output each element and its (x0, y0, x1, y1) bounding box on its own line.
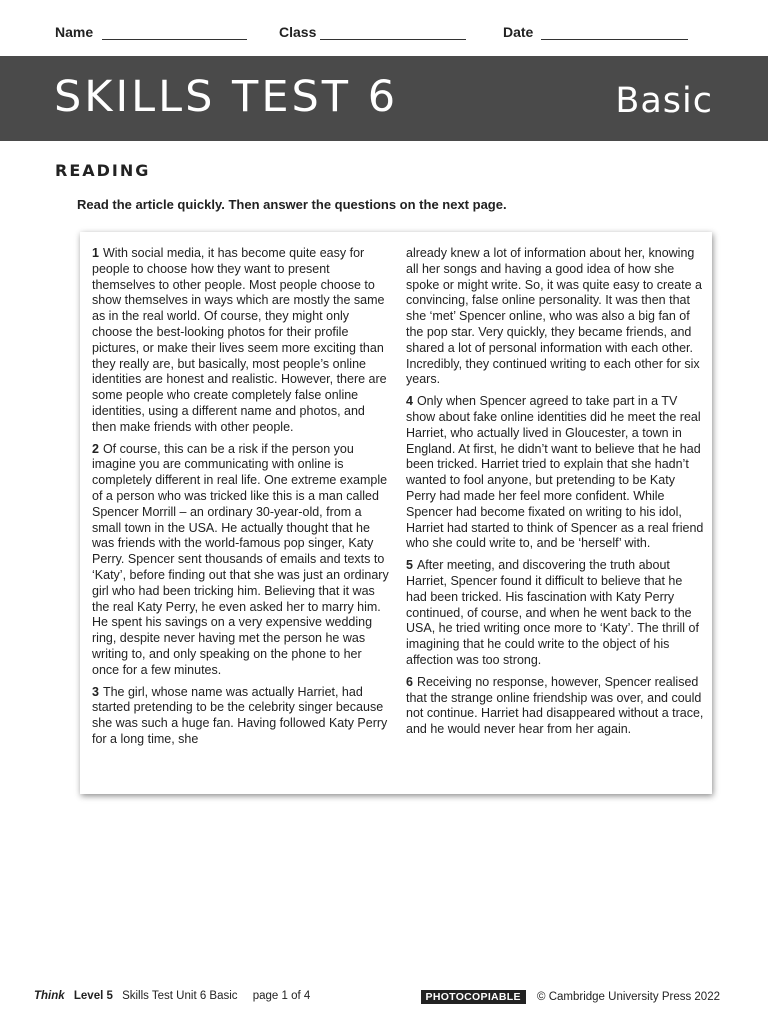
paragraph-6 (406, 675, 704, 738)
date-line[interactable] (541, 39, 688, 40)
paragraph-text: After meeting, and discovering the truth about Harriet, Spencer found it difficult to believe that he had been tricked. His fascination with Katy Perry continued, of course, and when he went back to the USA, he tried writing once more to ‘Katy’. The thrill of imagining that he could write to the object of his affection was too strong. (406, 558, 699, 667)
name-label: Name (55, 24, 94, 40)
paragraph-text: already knew a lot of information about her, knowing all her songs and having a good idea of how she spoke or might write. So, it was quite easy to create a convincing, false online personality. It was then that she ‘met’ Spencer online, who was also a big fan of the pop star. Very quickly, they became friends, and shared a lot of personal information with each other. Incredibly, they continued writing to each other for six years. (406, 246, 702, 387)
paragraph-text: Only when Spencer agreed to take part in a TV show about fake online identities did he meet the real Harriet, who actually lived in Gloucester, a town in England. At first, he didn’t want to believe that he had been tricked. Harriet tried to explain that she hadn’t wanted to fool anyone, but pretending to be Katy Perry had made her feel more confident. While Spencer had become fixated on writing to his idol, Harriet had started to think of Spencer as a real friend who she could write to, and be ‘herself’ with. (406, 394, 704, 551)
date-field (503, 23, 715, 43)
class-label: Class (279, 24, 317, 40)
student-info-fields (55, 23, 715, 43)
footer-copyright (421, 990, 720, 1004)
title-banner (0, 56, 768, 141)
series-name: Think (34, 990, 65, 1002)
paragraph-text: Of course, this can be a risk if the person you imagine you are communicating with online is completely different in real life. One extreme example of a person who was tricked like this is a man called Spencer Morrill – an ordinary 30-year-old, from a small town in the USA. He actually thought that he was friends with the world-famous pop singer, Katy Perry. Spencer sent thousands of emails and texts to ‘Katy’, before finding out that she was just an ordinary girl who had been tricking him. Believing that it was the real Katy Perry, he even asked her to marry him. He spent his savings on a very expensive wedding ring, despite never having met the person he was writing to, and only speaking on the phone to her once for a few minutes. (92, 441, 389, 677)
name-line[interactable] (102, 39, 247, 40)
paragraph-number: 4 (406, 394, 413, 409)
footer-info (34, 990, 310, 1002)
paragraph-text: The girl, whose name was actually Harriet, had started pretending to be the celebrity singer because she was such a huge fan. Having followed Katy Perry for a long time, she (92, 684, 388, 746)
class-line[interactable] (320, 39, 466, 40)
paragraph-number: 6 (406, 674, 413, 689)
test-level: Basic (615, 81, 713, 121)
paragraph-number: 1 (92, 246, 99, 260)
page-footer (34, 990, 720, 1006)
date-label: Date (503, 24, 534, 40)
article-box (80, 232, 712, 794)
section-heading: READING (55, 161, 151, 180)
page-number: page 1 of 4 (252, 990, 311, 1002)
article-column-left (92, 246, 390, 754)
unit-name: Skills Test Unit 6 Basic (122, 990, 238, 1002)
name-field (55, 23, 250, 43)
instruction-text: Read the article quickly. Then answer the questions on the next page. (77, 197, 507, 212)
paragraph-5 (406, 558, 704, 669)
test-title: SKILLS TEST 6 (54, 72, 399, 122)
paragraph-4 (406, 394, 704, 552)
series-level: Level 5 (73, 990, 113, 1002)
class-field (279, 23, 469, 43)
photocopiable-badge: PHOTOCOPIABLE (421, 990, 526, 1004)
article-column-right (406, 246, 704, 744)
paragraph-3-continued (406, 246, 704, 388)
paragraph-1 (92, 246, 390, 436)
paragraph-number: 2 (92, 441, 99, 456)
paragraph-text: With social media, it has become quite easy for people to choose how they want to present themselves to other people. Most people choose to show themselves in ways which are mostly the same as in the real world. Of course, they might only choose the best-looking photos for their profile pictures, or make their lives seem more exciting than they really are, but basically, most people’s online identities are honest and realistic. However, there are some people who create completely false online identities, using a different name and photos, and then make friends with other people. (92, 246, 387, 434)
paragraph-text: Receiving no response, however, Spencer realised that the strange online friendship was over, and could not continue. Harriet had disappeared without a trace, and he would never hear from her again. (406, 674, 704, 737)
paragraph-number: 5 (406, 558, 413, 573)
paragraph-3 (92, 685, 390, 748)
copyright-text: © Cambridge University Press 2022 (537, 991, 720, 1003)
paragraph-number: 3 (92, 684, 99, 699)
paragraph-2 (92, 442, 390, 679)
